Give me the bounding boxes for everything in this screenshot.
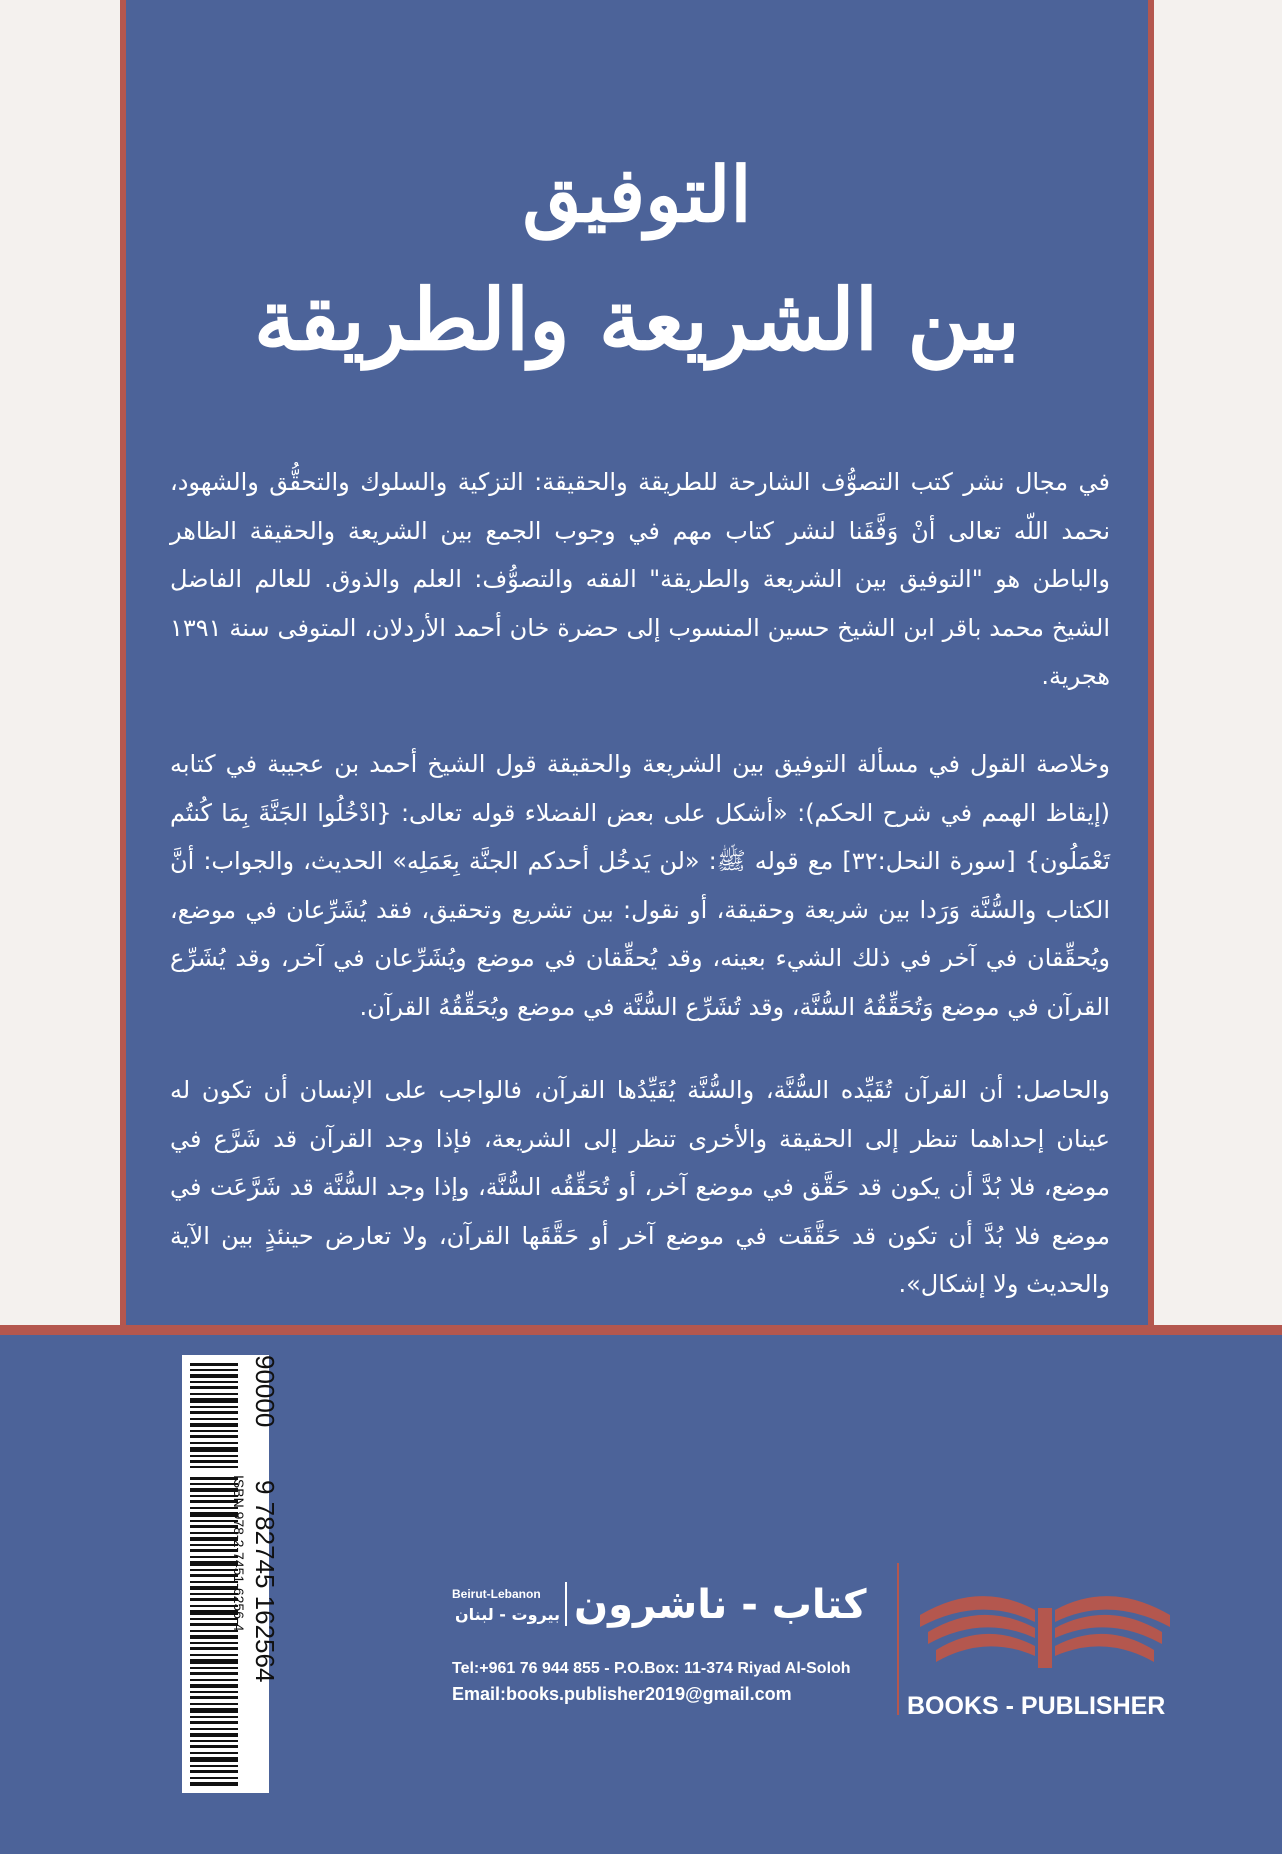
book-subtitle: بين الشريعة والطريقة (254, 270, 1020, 369)
publisher-contact: Tel:+961 76 944 855 - P.O.Box: 11-374 Riyad Al-Soloh (452, 1660, 851, 1677)
publisher-location-en: Beirut-Lebanon (452, 1587, 541, 1601)
book-title: التوفيق (522, 150, 752, 239)
paragraph-text: وخلاصة القول في مسألة التوفيق بين الشريعة والحقيقة قول الشيخ أحمد بن عجيبة في كتابه (إيقاظ الهمم في شرح الحكم): «أشكل على بعض الفضلاء قوله تعالى: {ادْخُلُوا الجَنَّةَ بِمَا كُنتُم تَعْمَلُون} [سورة النحل:٣٢] مع قوله ﷺ: «لن يَدخُل أحدكم الجنَّة بِعَمَلِه» الحديث، والجواب: أنَّ الكتاب والسُّنَّة وَرَدا بين شريعة وحقيقة، أو نقول: بين تشريع وتحقيق، فقد يُشَرِّعان في موضع، ويُحقِّقان في آخر في ذلك الشيء بعينه، وقد يُحقِّقان في موضع ويُشَرِّعان في آخر، وقد يُشَرِّع القرآن في موضع وَتُحَقِّقُهُ السُّنَّة، وقد تُشَرِّع السُّنَّة في موضع ويُحَقِّقُهُ القرآن. (170, 750, 1111, 1021)
publisher-location-ar: بيروت - لبنان (455, 1605, 561, 1624)
blurb-paragraph-3 (170, 1066, 1110, 1309)
publisher-email: Email:books.publisher2019@gmail.com (452, 1684, 792, 1704)
barcode-number: 9 782745 162564 (250, 1480, 280, 1683)
isbn-label: ISBN 978-2-7451-6256-4 (231, 1475, 247, 1632)
paragraph-text: والحاصل: أن القرآن تُقَيِّده السُّنَّة، والسُّنَّة يُقَيِّدُها القرآن، فالواجب على الإنسان أن تكون له عينان إحداهما تنظر إلى الحقيقة والأخرى تنظر إلى الشريعة، فإذا وجد القرآن قد شَرَّع في موضع، فلا بُدَّ أن يكون قد حَقَّق في موضع آخر، أو تُحَقِّقُه السُّنَّة، وإذا وجد السُّنَّة قد شَرَّعَت في موضع فلا بُدَّ أن تكون قد حَقَّقَت في موضع آخر أو حَقَّقَها القرآن، ولا تعارض حينئذٍ بين الآية والحديث ولا إشكال». (170, 1076, 1110, 1298)
publisher-name-arabic: كتاب - ناشرون (574, 1582, 867, 1628)
blurb-paragraph-1 (170, 458, 1110, 701)
publisher-divider (565, 1582, 567, 1626)
open-book-logo-icon (910, 1570, 1180, 1680)
paragraph-text: في مجال نشر كتب التصوُّف الشارحة للطريقة والحقيقة: التزكية والسلوك والتحقُّق والشهود، نحمد اللّه تعالى أنْ وَفَّقَنا لنشر كتاب مهم في وجوب الجمع بين الشريعة والحقيقة الظاهر والباطن هو "التوفيق بين الشريعة والطريقة" الفقه والتصوُّف: العلم والذوق. للعالم الفاضل الشيخ محمد باقر ابن الشيخ حسين المنسوب إلى حضرة خان أحمد الأردلان، المتوفى سنة ١٣٩١ هجرية. (170, 468, 1110, 690)
barcode-addon: 90000 (250, 1355, 280, 1428)
blurb-paragraph-2 (170, 740, 1110, 1031)
logo-divider (897, 1563, 899, 1715)
logo-label: BOOKS - PUBLISHER (907, 1692, 1166, 1720)
